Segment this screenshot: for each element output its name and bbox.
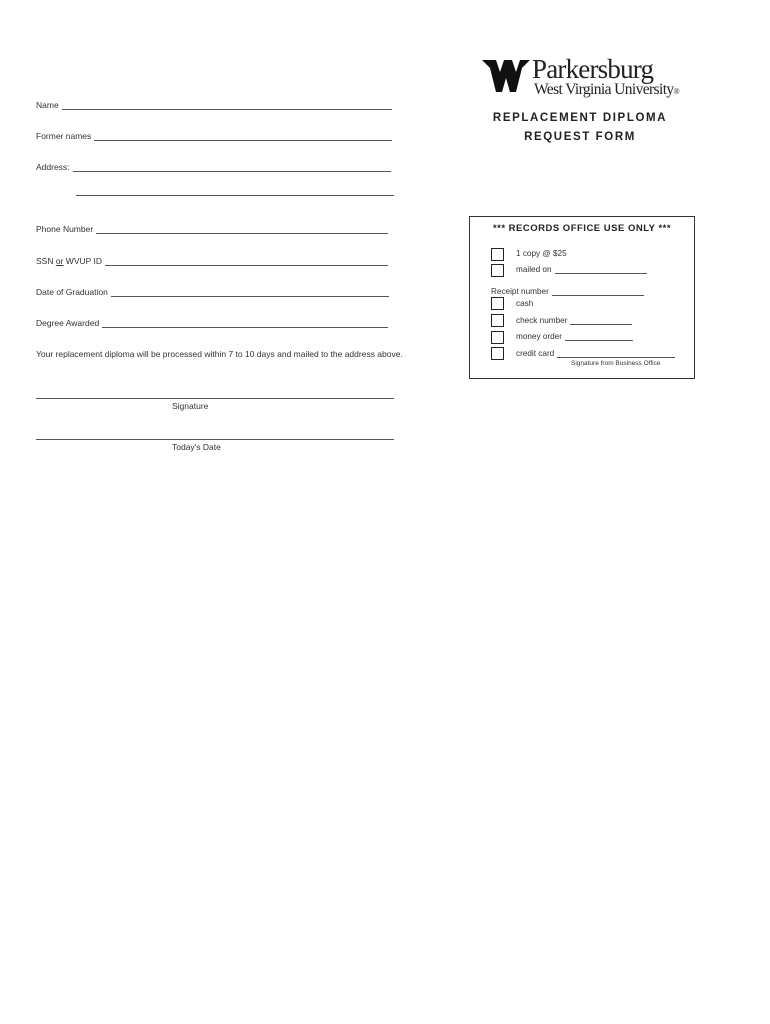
ssn-label: SSN	[36, 256, 54, 266]
processing-notice: Your replacement diploma will be processed within 7 to 10 days and mailed to the address above.	[36, 349, 403, 359]
copy-label: 1 copy @ $25	[516, 249, 567, 258]
money-order-label: money order	[516, 332, 562, 341]
credit-card-checkbox[interactable]	[491, 347, 504, 360]
money-order-field	[516, 332, 633, 341]
signature-label: Signature	[172, 401, 209, 411]
date-label: Today's Date	[172, 442, 221, 452]
address-line-2[interactable]	[76, 195, 394, 196]
money-order-line[interactable]	[565, 333, 633, 341]
credit-card-label: credit card	[516, 349, 555, 358]
graduation-label: Date of Graduation	[36, 287, 108, 297]
cash-label: cash	[516, 299, 534, 308]
signature-line[interactable]	[36, 398, 394, 399]
degree-label: Degree Awarded	[36, 318, 100, 328]
wvup-id-label: WVUP ID	[65, 256, 103, 266]
ssn-line[interactable]	[105, 257, 388, 266]
receipt-label: Receipt number	[491, 287, 549, 296]
address-field[interactable]	[36, 162, 391, 172]
mailed-label: mailed on	[516, 265, 552, 274]
logo-parkersburg: Parkersburg	[532, 54, 654, 84]
records-office-box	[469, 216, 695, 379]
credit-card-line[interactable]	[557, 350, 675, 358]
former-names-line[interactable]	[94, 132, 392, 141]
flying-wv-icon	[482, 58, 530, 98]
check-checkbox[interactable]	[491, 314, 504, 327]
name-field[interactable]	[36, 100, 392, 110]
logo-wvu-text: West Virginia University	[534, 81, 674, 98]
phone-label: Phone Number	[36, 224, 94, 234]
date-line[interactable]	[36, 439, 394, 440]
former-names-label: Former names	[36, 131, 92, 141]
former-names-field[interactable]	[36, 131, 392, 141]
office-title: *** RECORDS OFFICE USE ONLY ***	[492, 223, 672, 234]
credit-card-field	[516, 349, 675, 358]
name-line[interactable]	[62, 101, 392, 110]
wvup-logo	[482, 56, 692, 102]
graduation-field[interactable]	[36, 287, 389, 297]
address-label: Address:	[36, 162, 70, 172]
graduation-line[interactable]	[111, 288, 389, 297]
cash-checkbox[interactable]	[491, 297, 504, 310]
receipt-field	[491, 287, 644, 296]
mailed-checkbox[interactable]	[491, 264, 504, 277]
ssn-field[interactable]	[36, 256, 388, 266]
form-title-line1: REPLACEMENT DIPLOMA	[492, 112, 668, 124]
mailed-field	[516, 265, 647, 274]
copy-checkbox[interactable]	[491, 248, 504, 261]
phone-line[interactable]	[96, 225, 388, 234]
phone-field[interactable]	[36, 224, 388, 234]
check-label: check number	[516, 316, 568, 325]
degree-line[interactable]	[102, 319, 388, 328]
money-order-checkbox[interactable]	[491, 331, 504, 344]
form-title-line2: REQUEST FORM	[524, 131, 636, 143]
registered-mark: ®	[673, 87, 680, 96]
check-field	[516, 316, 632, 325]
degree-field[interactable]	[36, 318, 388, 328]
name-label: Name	[36, 100, 59, 110]
check-line[interactable]	[570, 317, 632, 325]
ssn-or-label: or	[55, 256, 64, 266]
mailed-line[interactable]	[555, 266, 647, 274]
logo-wvu	[534, 82, 679, 100]
address-line-1[interactable]	[73, 163, 391, 172]
receipt-line[interactable]	[552, 288, 644, 296]
business-office-signature-label: Signature from Business Office	[571, 360, 661, 367]
